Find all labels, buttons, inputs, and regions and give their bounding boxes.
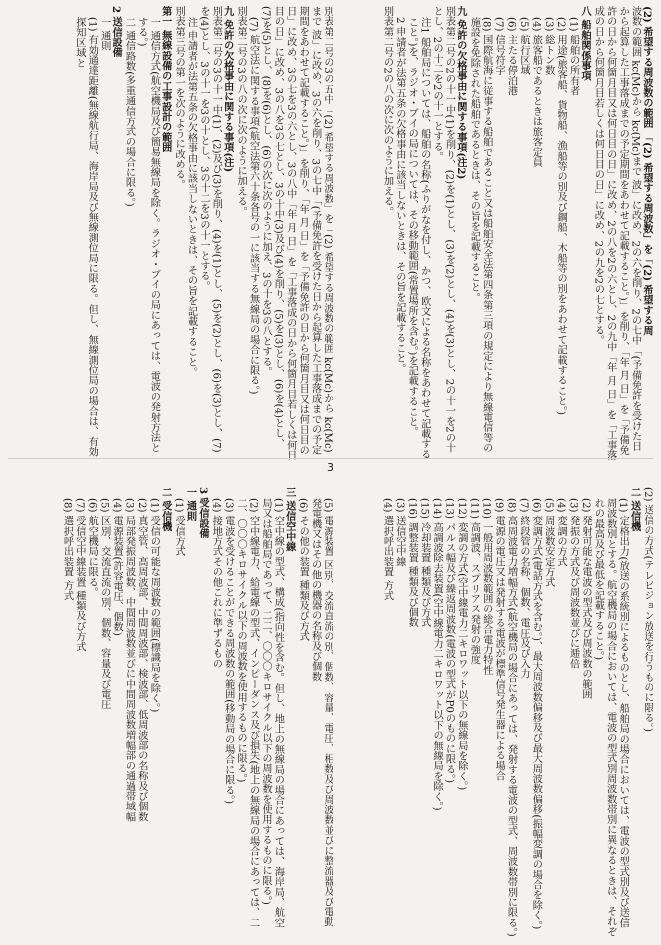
text-para: (1) 船舶の所有者 [567,17,579,96]
text-para: (8) 高周波電力増幅方式(航空機局の場合にあっては、発射する電波の型式、周波数帯別に限る。) [505,498,517,937]
text-para: (2) 送信の方式(テレビジョン放送を行うものに限る。) [642,487,653,732]
text-para: (3) 発振の方式及び周波数並びに逓倍 [567,498,579,669]
text-para: 注 申請者が法第五条の欠格事由に該当しないときは、その旨を記載すること。 [185,17,197,378]
text-para: (2) 発射可能な電波の型式及び周波数の範囲 [579,498,591,700]
text-para: (5) 航行区域 [517,17,529,76]
text-para: (4) 旅客船であるときは旅客定員 [530,17,542,168]
text-para: (3) 電波を受けることができる周波数の範囲(移動局の場合に限る。) [222,498,234,805]
text-para: (5) 電源装置 区別、交流直流の別、個数、容量、電圧、相数及び周波数並びに整流器及び電動発電機又はその他の機器の名称及び個数 [309,498,333,927]
text-para: (3) 局部発振周波数、中間周波数並びに中間周波数増幅部の通過帯域幅 [123,498,135,822]
text-para: 一 通信方式(航空機局及び簡易無線局を除く。ラジオ・ブイの局にあっては、電波の発射方法とする。) [135,17,160,453]
text-para: 三 送信空中線 [283,487,296,552]
text-para: 二 受信機 [159,487,172,532]
text-para: (6) 主たる停泊港 [505,17,517,96]
text-para: (4) 変調の方式 [555,498,567,567]
text-para: (12) 変調の方式(空中線電力二キロワット以下の無線局を除く。) [455,498,467,791]
text-para: 第一 無線設備の工事設計の範囲 [159,6,172,153]
text-para: (3) 送信空中線 [393,498,405,567]
text-para: (4) 接地方式その他これに準ずるもの [210,498,222,669]
text-para: 二 通信路数(多重通信方式の場合に限る。) [123,17,135,207]
text-para: (2) 用途(旅客船、貨物船、漁船等の別及び鋼船、木船等の別をあわせて記載すること。) [555,17,567,415]
text-para: 九 免許の欠格事由に関する事項(注2) [454,6,467,180]
text-para: 3 受信設備 [196,487,209,539]
text-para: (6) その他の装置 種類及び方式 [297,498,309,642]
text-para: (7) 終段管の名称、個数、電圧及び入力 [517,498,529,679]
text-para: (1) 有効通達距離(無線航行局、海岸局及び無線測位局に限る。但し、無線測位局の場合は、有効探知区域と [73,17,98,457]
text-para: 別表第二号の3の八の次に次のように加える。 [235,6,247,217]
text-para: (4) 選択呼出装置 方式 [381,498,393,601]
page-divider [8,458,653,459]
text-para: (7) 航空法に関する事項(航空法第六十条各号の一に該当する無線局の場合に限る。) [247,17,259,395]
text-para: 波数の範囲 kc(Mc)から kc(Mc)まで 波」に改め、2の六を削り、2の七中「(予備免許を受けた日から起算した工事落成までの予定期間をあわせて記載すること。)」を削り、「年 月 日」を「予備免許の日から何箇月目又は何日目の日」に改め、2の八を2の六とし、2の九中「年 月 日」を「工事落成の日から何箇月目若しくは何日目の日」に改め、2の九を2の七とする。 [592,6,641,461]
text-para: (6) 変調方式(電話方式を含む。)、最大周波数偏移及び最大周波数偏移(振幅変調の場合を除く。) [530,498,542,930]
top-right-text-block [335,6,653,461]
text-para: 別表第二号の2の八の次に次のように加える。 [381,6,393,217]
text-para: (1) 受信の可能な周波数の範囲(標識局を除く。) [148,498,160,713]
text-para: (11) 高調波、スプリアス発射の強度 [468,498,480,665]
text-para: 二 送信機 [628,487,641,532]
text-para: 別表第二号の3の五中「(2) 希望する周波数」を「(2) 希望する周波数の範囲 kc(Mc)から kc(Mc)まで 波」に改め、3の六を削り、3の七中「(予備免許を受けた日から起算した工事落成までの予定期間をあわせて記載すること。)」を削り、「年 月 日」を「予備免許の日から何箇月目又は何日目の日」に改め、3の七を3の六とし、3の八中「年 月 日」を「工事落成の日から何箇月目若しくは何日目の日」に改め、3の八を3の七とし、3の十中(3)及び(4)を削り、(5)を(3)とし、(6)を(4)とし、(7)を(5)とし、(8)を(6)とし、(6)の次に次のように加え、3の十を3の八とする。 [259,6,333,461]
text-para: (6) 航空機局に限る。 [86,498,98,598]
text-para: 別表第三号の第一を次のように改める。 [173,6,185,190]
top-left-text-block [15,6,333,461]
text-para: 八 船舶関係事項 [578,6,591,81]
bottom-left-text-block [15,487,333,937]
bottom-half [8,487,653,937]
text-para: (3) 総トン数 [542,17,554,76]
text-para: (2) 希望する周波数の範囲 「(2) 希望する周波数」を「(2) 希望する周 [641,6,653,336]
text-para: (4) 電源装置(許容電圧、個数) [111,498,123,636]
text-para: (5) 区別、交流直流の別、個数、容量及び電圧 [98,498,110,710]
text-para: 2 申請者が法第五条の欠格事由に該当しないときは、その旨を記載すること。 [393,17,405,374]
text-para: (10) 一般用周波数範囲の総合電力特性 [480,498,492,676]
top-half [8,6,653,461]
text-para: 2 送信設備 [110,6,123,58]
text-para: (1) 定格出力(放送の系統別によるものとし、船舶局の場合においては、電波の型式別及び送信周波数別とする。航空機局の場合においては、電波の型式別周波数帯別に異なるときは、それぞれの最高及び最低を記載すること。) [592,498,629,937]
text-para: (5) 周波数安定方式 [542,498,554,588]
text-para: (8) 国際航海に従事する船舶であること又は船舶安全法第四条第三項の規定により無線電信等の施設を免除された船舶であるときは、その旨を記載すること。 [468,17,492,453]
page-number: 3 [327,461,334,474]
text-para: (2) 空中線電力、給電線の型式、インピーダンス及び損失(地上の無線局の場合にあっては、二二、〇〇〇キロサイクル以下の周波数を使用するものに限る。) [235,498,259,928]
bottom-right-text-block [335,487,653,937]
text-para: (13) パルス幅及び繰返周波数(電波の型式がP0のものに限る。) [443,498,455,784]
text-para: (7) 信号符字 [493,17,505,76]
text-para: 注1 船舶局については、船舶の名称(ふりがなを付し、かつ、欧文による名称をあわせて記載すること。)を、ラジオ・ブイの局については、その移動範囲(常置場所を含む。)を記載すること。 [406,17,430,460]
text-para: (14) 高調波除去装置(空中線電力二キロワット以下の無線局を除く。) [431,498,443,811]
text-para: 一 通則 [184,487,197,522]
text-para: (16) 調整装置 種類及び個数 [406,498,418,628]
text-para: (1) 空中線の型式、構成(指向性を含む。但し、地上の無線局の場合にあっては、海岸局、航空局又は船舶局であって、二二、〇〇〇キロサイクル以下の周波数を使用するものに限る。) [259,498,284,928]
text-para: 別表第二号の3の十一中(1)、(2)及び(3)を削り、(4)を(1)とし、(5)を(2)とし、(6)を(3)とし、(7)を(4)とし、3の十一を3の十とし、3の十二を3の十一とする。 [197,6,222,453]
text-para: 一 通則 [98,17,110,51]
text-para: (1) 受信方式 [173,498,185,557]
text-para: (7) 受信空中線装置 種類及び方式 [73,498,85,652]
text-para: (8) 選択呼出装置 方式 [61,498,73,601]
text-para: (9) 電源の電圧又は発射する電波が標準信号発生器による場合 [493,498,505,781]
text-para: (2) 真空管、高周波部、中間周波部、検波部、低周波部の名称及び個数 [135,498,147,822]
text-para: (15) 冷却装置 種類及び方式 [418,498,430,628]
text-para: 別表第二号の2の十一中(1)を削り、(2)を(1)とし、(3)を(2)とし、(4)を(3)とし、2の十一を2の十とし、2の十二を2の十一とする。 [431,6,455,453]
text-para: 九 免許の欠格事由に関する事項(注) [221,6,234,173]
